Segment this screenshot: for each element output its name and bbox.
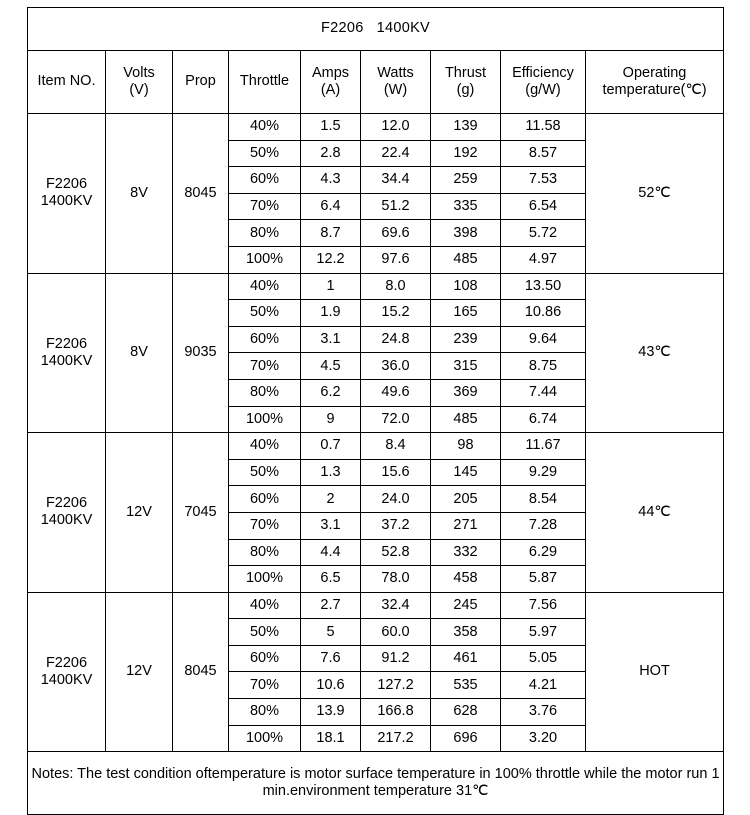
item-number-line2: 1400KV — [40, 671, 93, 688]
throttle-cell: 100% — [229, 725, 301, 752]
table-row — [28, 592, 724, 619]
efficiency-cell: 5.72 — [501, 220, 586, 247]
throttle-cell: 80% — [229, 220, 301, 247]
table-row — [28, 433, 724, 460]
operating-temperature-cell: 44℃ — [586, 433, 724, 593]
amps-cell: 8.7 — [301, 220, 361, 247]
amps-cell: 5 — [301, 619, 361, 646]
thrust-cell: 369 — [431, 379, 501, 406]
column-header — [28, 51, 106, 114]
watts-cell: 24.8 — [361, 326, 431, 353]
throttle-cell: 100% — [229, 566, 301, 593]
amps-cell: 7.6 — [301, 645, 361, 672]
amps-cell: 2.8 — [301, 140, 361, 167]
watts-cell: 32.4 — [361, 592, 431, 619]
thrust-cell: 696 — [431, 725, 501, 752]
watts-cell: 24.0 — [361, 486, 431, 513]
item-number-line2: 1400KV — [40, 512, 93, 529]
throttle-cell: 70% — [229, 512, 301, 539]
item-number-cell — [28, 433, 106, 593]
thrust-cell: 271 — [431, 512, 501, 539]
amps-cell: 4.3 — [301, 167, 361, 194]
thrust-cell: 358 — [431, 619, 501, 646]
motor-performance-table — [27, 7, 724, 815]
efficiency-cell: 9.64 — [501, 326, 586, 353]
watts-cell: 60.0 — [361, 619, 431, 646]
title-row — [28, 8, 724, 51]
throttle-cell: 70% — [229, 193, 301, 220]
amps-cell: 2.7 — [301, 592, 361, 619]
amps-cell: 12.2 — [301, 246, 361, 273]
watts-cell: 37.2 — [361, 512, 431, 539]
page-title-text: F2206 1400KV — [321, 20, 431, 37]
column-header-label: Efficiency — [512, 64, 574, 81]
item-number-cell — [28, 592, 106, 752]
throttle-cell: 40% — [229, 114, 301, 141]
throttle-cell: 40% — [229, 273, 301, 300]
column-header-label: Item NO. — [37, 73, 96, 90]
thrust-cell: 145 — [431, 459, 501, 486]
throttle-cell: 70% — [229, 353, 301, 380]
throttle-cell: 50% — [229, 300, 301, 327]
item-number-line1: F2206 — [45, 335, 88, 352]
thrust-cell: 458 — [431, 566, 501, 593]
watts-cell: 51.2 — [361, 193, 431, 220]
throttle-cell: 50% — [229, 140, 301, 167]
watts-cell: 36.0 — [361, 353, 431, 380]
column-header-label: Amps — [311, 64, 350, 81]
thrust-cell: 485 — [431, 246, 501, 273]
column-header — [301, 51, 361, 114]
watts-cell: 69.6 — [361, 220, 431, 247]
efficiency-cell: 8.57 — [501, 140, 586, 167]
column-header-unit: (A) — [320, 82, 341, 98]
efficiency-cell: 7.53 — [501, 167, 586, 194]
watts-cell: 97.6 — [361, 246, 431, 273]
notes-text: Notes: The test condition oftemperature is motor surface temperature in 100% throttle while the motor run 1 min.environment temperature 31℃ — [28, 752, 724, 815]
efficiency-cell: 7.28 — [501, 512, 586, 539]
efficiency-cell: 4.21 — [501, 672, 586, 699]
throttle-cell: 80% — [229, 699, 301, 726]
throttle-cell: 60% — [229, 486, 301, 513]
efficiency-cell: 7.44 — [501, 379, 586, 406]
thrust-cell: 332 — [431, 539, 501, 566]
watts-cell: 49.6 — [361, 379, 431, 406]
efficiency-cell: 11.58 — [501, 114, 586, 141]
column-header — [229, 51, 301, 114]
throttle-cell: 70% — [229, 672, 301, 699]
efficiency-cell: 5.05 — [501, 645, 586, 672]
column-header-unit: (V) — [129, 82, 149, 98]
thrust-cell: 165 — [431, 300, 501, 327]
amps-cell: 13.9 — [301, 699, 361, 726]
watts-cell: 52.8 — [361, 539, 431, 566]
volts-cell: 8V — [106, 273, 173, 433]
efficiency-cell: 7.56 — [501, 592, 586, 619]
amps-cell: 1.3 — [301, 459, 361, 486]
thrust-cell: 205 — [431, 486, 501, 513]
volts-cell: 12V — [106, 592, 173, 752]
throttle-cell: 80% — [229, 379, 301, 406]
column-header-label: Watts — [377, 64, 414, 81]
efficiency-cell: 5.87 — [501, 566, 586, 593]
thrust-cell: 315 — [431, 353, 501, 380]
header-row — [28, 51, 724, 114]
thrust-cell: 335 — [431, 193, 501, 220]
efficiency-cell: 3.76 — [501, 699, 586, 726]
watts-cell: 166.8 — [361, 699, 431, 726]
column-header-label: Thrust — [444, 64, 487, 81]
throttle-cell: 60% — [229, 645, 301, 672]
prop-cell: 7045 — [173, 433, 229, 593]
amps-cell: 3.1 — [301, 326, 361, 353]
column-header-unit: (g/W) — [525, 82, 561, 98]
watts-cell: 217.2 — [361, 725, 431, 752]
amps-cell: 6.5 — [301, 566, 361, 593]
amps-cell: 3.1 — [301, 512, 361, 539]
throttle-cell: 80% — [229, 539, 301, 566]
item-number-line1: F2206 — [45, 495, 88, 512]
watts-cell: 72.0 — [361, 406, 431, 433]
throttle-cell: 60% — [229, 326, 301, 353]
amps-cell: 0.7 — [301, 433, 361, 460]
item-number-cell — [28, 114, 106, 274]
thrust-cell: 259 — [431, 167, 501, 194]
amps-cell: 6.2 — [301, 379, 361, 406]
column-header-unit: (W) — [383, 82, 408, 98]
column-header-label: Operating — [622, 64, 687, 81]
amps-cell: 6.4 — [301, 193, 361, 220]
table-row — [28, 273, 724, 300]
amps-cell: 4.5 — [301, 353, 361, 380]
throttle-cell: 100% — [229, 246, 301, 273]
column-header — [501, 51, 586, 114]
thrust-cell: 535 — [431, 672, 501, 699]
watts-cell: 22.4 — [361, 140, 431, 167]
column-header — [173, 51, 229, 114]
efficiency-cell: 8.75 — [501, 353, 586, 380]
operating-temperature-cell: 52℃ — [586, 114, 724, 274]
watts-cell: 91.2 — [361, 645, 431, 672]
column-header — [361, 51, 431, 114]
operating-temperature-cell: 43℃ — [586, 273, 724, 433]
item-number-line1: F2206 — [45, 176, 88, 193]
watts-cell: 12.0 — [361, 114, 431, 141]
item-number-line2: 1400KV — [40, 352, 93, 369]
efficiency-cell: 4.97 — [501, 246, 586, 273]
thrust-cell: 461 — [431, 645, 501, 672]
thrust-cell: 98 — [431, 433, 501, 460]
efficiency-cell: 10.86 — [501, 300, 586, 327]
page-title — [28, 8, 724, 51]
throttle-cell: 50% — [229, 459, 301, 486]
operating-temperature-cell: HOT — [586, 592, 724, 752]
efficiency-cell: 6.74 — [501, 406, 586, 433]
efficiency-cell: 9.29 — [501, 459, 586, 486]
amps-cell: 9 — [301, 406, 361, 433]
column-header-label: Prop — [185, 73, 216, 90]
item-number-cell — [28, 273, 106, 433]
thrust-cell: 245 — [431, 592, 501, 619]
efficiency-cell: 6.54 — [501, 193, 586, 220]
throttle-cell: 40% — [229, 592, 301, 619]
amps-cell: 1.5 — [301, 114, 361, 141]
column-header-unit: temperature(℃) — [602, 82, 707, 98]
thrust-cell: 239 — [431, 326, 501, 353]
column-header-label: Throttle — [239, 73, 290, 90]
amps-cell: 1.9 — [301, 300, 361, 327]
watts-cell: 8.4 — [361, 433, 431, 460]
amps-cell: 18.1 — [301, 725, 361, 752]
thrust-cell: 485 — [431, 406, 501, 433]
watts-cell: 78.0 — [361, 566, 431, 593]
prop-cell: 9035 — [173, 273, 229, 433]
thrust-cell: 192 — [431, 140, 501, 167]
column-header-unit: (g) — [456, 82, 475, 98]
efficiency-cell: 13.50 — [501, 273, 586, 300]
thrust-cell: 398 — [431, 220, 501, 247]
watts-cell: 8.0 — [361, 273, 431, 300]
amps-cell: 10.6 — [301, 672, 361, 699]
item-number-line1: F2206 — [45, 654, 88, 671]
prop-cell: 8045 — [173, 114, 229, 274]
throttle-cell: 50% — [229, 619, 301, 646]
amps-cell: 2 — [301, 486, 361, 513]
watts-cell: 34.4 — [361, 167, 431, 194]
throttle-cell: 60% — [229, 167, 301, 194]
column-header — [106, 51, 173, 114]
item-number-line2: 1400KV — [40, 193, 93, 210]
watts-cell: 15.2 — [361, 300, 431, 327]
column-header — [431, 51, 501, 114]
efficiency-cell: 3.20 — [501, 725, 586, 752]
notes-row — [28, 752, 724, 815]
thrust-cell: 139 — [431, 114, 501, 141]
efficiency-cell: 5.97 — [501, 619, 586, 646]
efficiency-cell: 11.67 — [501, 433, 586, 460]
efficiency-cell: 6.29 — [501, 539, 586, 566]
amps-cell: 1 — [301, 273, 361, 300]
throttle-cell: 40% — [229, 433, 301, 460]
thrust-cell: 628 — [431, 699, 501, 726]
amps-cell: 4.4 — [301, 539, 361, 566]
throttle-cell: 100% — [229, 406, 301, 433]
thrust-cell: 108 — [431, 273, 501, 300]
volts-cell: 8V — [106, 114, 173, 274]
column-header — [586, 51, 724, 114]
prop-cell: 8045 — [173, 592, 229, 752]
efficiency-cell: 8.54 — [501, 486, 586, 513]
table-row — [28, 114, 724, 141]
volts-cell: 12V — [106, 433, 173, 593]
column-header-label: Volts — [123, 64, 155, 81]
watts-cell: 15.6 — [361, 459, 431, 486]
watts-cell: 127.2 — [361, 672, 431, 699]
